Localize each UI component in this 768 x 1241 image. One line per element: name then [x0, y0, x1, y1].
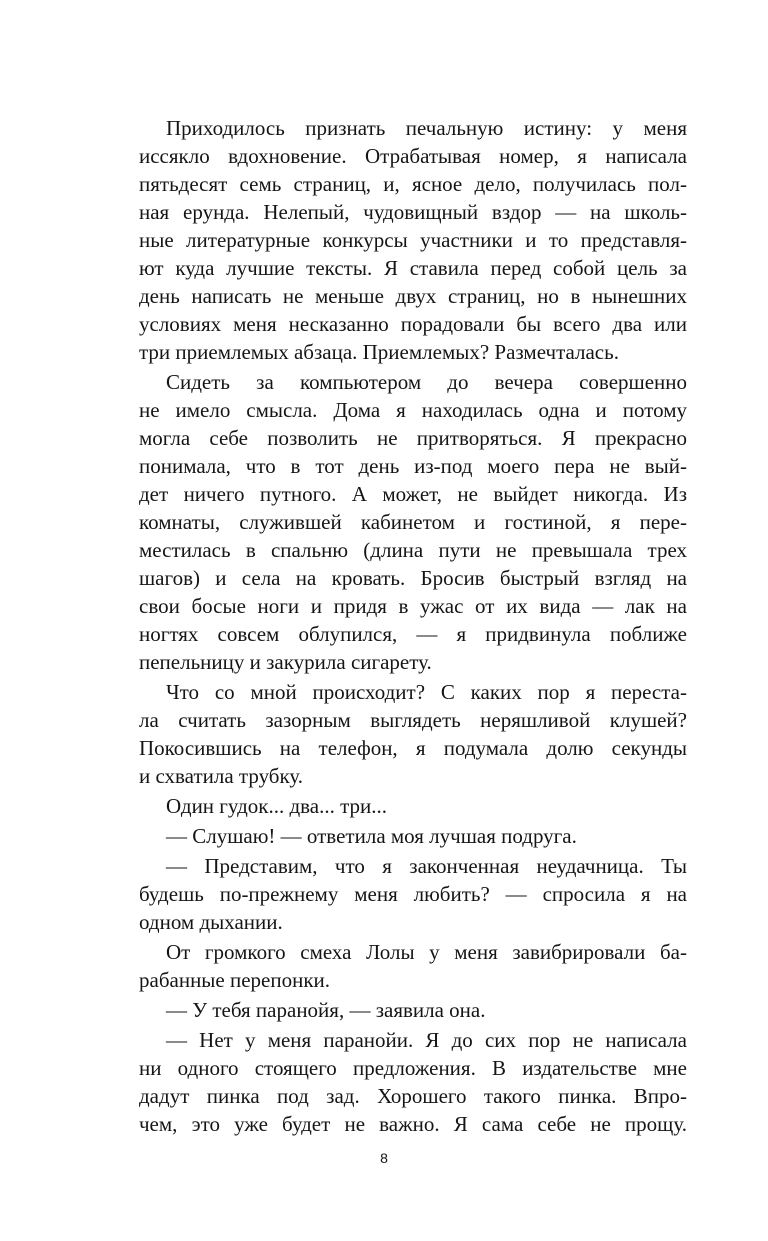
text-line: — Нет у меня паранойи. Я до сих пор не написала — [166, 1028, 687, 1052]
paragraph — [139, 938, 687, 994]
text-line: Сидеть за компьютером до вечера совершенно — [166, 370, 687, 394]
text-line: шагов) и села на кровать. Бросив быстрый взгляд на — [139, 566, 687, 590]
text-line: одном дыхании. — [139, 910, 283, 934]
text-line: дадут пинка под зад. Хорошего такого пинка. Впро- — [139, 1084, 687, 1108]
paragraph — [139, 792, 687, 820]
text-line: свои босые ноги и придя в ужас от их вида — лак на — [139, 594, 687, 618]
text-line: ная ерунда. Нелепый, чудовищный вздор — на школь- — [139, 200, 687, 224]
text-line: комнаты, служившей кабинетом и гостиной, я пере- — [139, 510, 687, 534]
paragraph — [139, 1026, 687, 1138]
paragraph — [139, 114, 687, 366]
paragraph — [139, 368, 687, 676]
text-line: ногтях совсем облупился, — я придвинула поближе — [139, 622, 687, 646]
text-line: Что со мной происходит? С каких пор я переста- — [166, 680, 687, 704]
text-line: — Слушаю! — ответила моя лучшая подруга. — [166, 824, 577, 848]
text-line: ла считать зазорным выглядеть неряшливой клушей? — [139, 708, 687, 732]
text-line: — У тебя паранойя, — заявила она. — [166, 998, 486, 1022]
text-line: рабанные перепонки. — [139, 968, 331, 992]
text-line: чем, это уже будет не важно. Я сама себе не прощу. — [139, 1112, 687, 1136]
text-line: От громкого смеха Лолы у меня завибрировали ба- — [166, 940, 687, 964]
text-line: Один гудок... два... три... — [166, 794, 388, 818]
text-line: иссякло вдохновение. Отрабатывая номер, я написала — [139, 144, 687, 168]
text-line: понимала, что в тот день из-под моего пера не вый- — [139, 454, 687, 478]
paragraph — [139, 852, 687, 936]
text-line: дет ничего путного. А может, не выйдет никогда. Из — [139, 482, 687, 506]
text-line: будешь по-прежнему меня любить? — спросила я на — [139, 882, 687, 906]
text-line: ют куда лучшие тексты. Я ставила перед собой цель за — [139, 256, 687, 280]
paragraph — [139, 996, 687, 1024]
text-line: не имело смысла. Дома я находилась одна и потому — [139, 398, 687, 422]
body-text — [139, 114, 687, 1138]
text-line: три приемлемых абзаца. Приемлемых? Размечталась. — [139, 340, 619, 364]
text-line: местилась в спальню (длина пути не превышала трех — [139, 538, 687, 562]
text-line: условиях меня несказанно порадовали бы всего два или — [139, 312, 687, 336]
text-line: Покосившись на телефон, я подумала долю секунды — [139, 736, 687, 760]
page-number: 8 — [380, 1150, 388, 1166]
text-line: Приходилось признать печальную истину: у меня — [166, 116, 687, 140]
text-line: день написать не меньше двух страниц, но в нынешних — [139, 284, 687, 308]
text-line: пятьдесят семь страниц, и, ясное дело, получилась пол- — [139, 172, 687, 196]
text-line: и схватила трубку. — [139, 764, 304, 788]
text-line: ные литературные конкурсы участники и то представля- — [139, 228, 687, 252]
text-line: ни одного стоящего предложения. В издательстве мне — [139, 1056, 687, 1080]
text-line: — Представим, что я законченная неудачница. Ты — [166, 854, 687, 878]
paragraph — [139, 678, 687, 790]
text-line: могла себе позволить не притворяться. Я прекрасно — [139, 426, 687, 450]
paragraph — [139, 822, 687, 850]
text-line: пепельницу и закурила сигарету. — [139, 650, 432, 674]
